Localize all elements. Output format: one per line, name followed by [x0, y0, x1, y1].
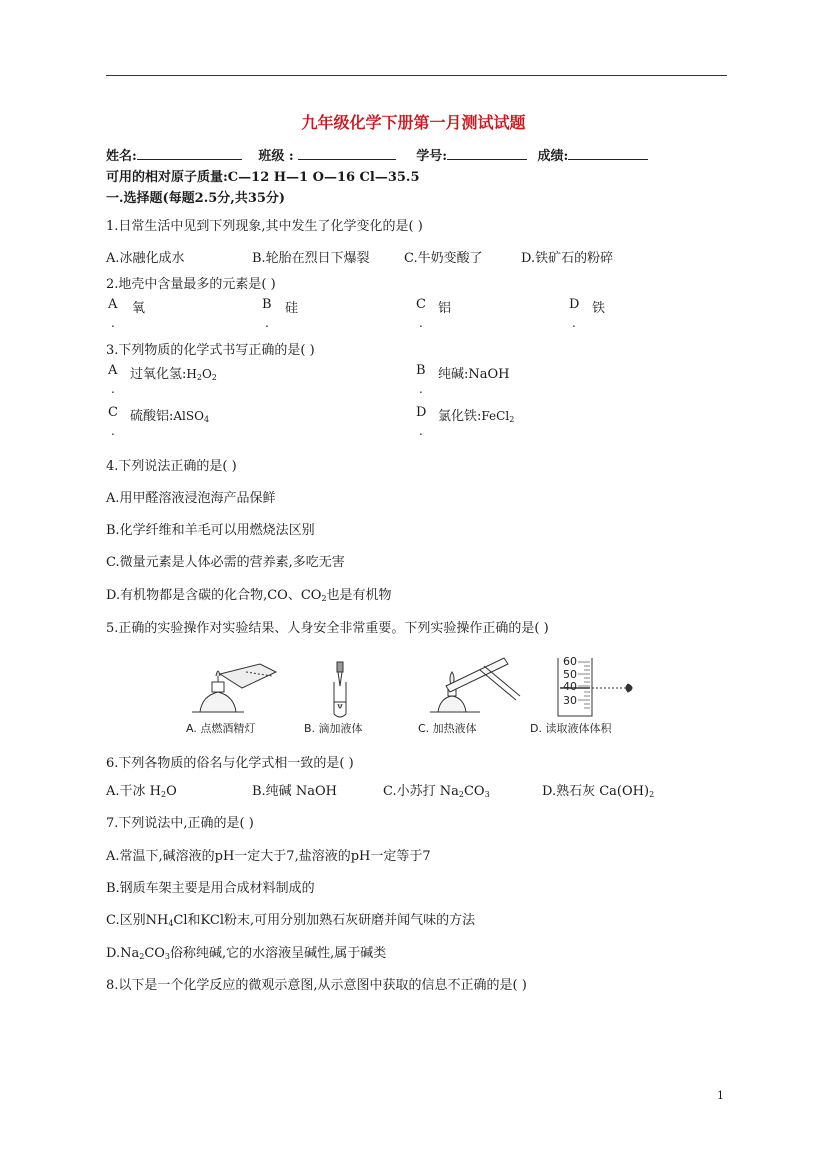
question-6-stem: 6.下列各物质的俗名与化学式相一致的是( ) [106, 756, 354, 771]
q4-option-b: B.化学纤维和羊毛可以用燃烧法区别 [106, 523, 315, 538]
q2-option-b: 硅 [285, 301, 299, 316]
scale-60: 60 [563, 655, 577, 668]
class-label: 班级 : [258, 149, 294, 164]
header-rule [106, 75, 727, 76]
q1-option-a: A.冰融化成水 [106, 251, 185, 266]
q2-letter-d: D [569, 297, 580, 312]
q3-option-b: 纯碱:NaOH [438, 367, 510, 382]
dropper-illustration [334, 662, 346, 717]
q3-letter-a: A [108, 363, 118, 378]
q6-option-d: D.熟石灰 $Ca(OH)_2$ [542, 784, 655, 799]
q6-option-a: A.干冰 $H_2O$ [106, 784, 177, 799]
q1-option-b: B.轮胎在烈日下爆裂 [252, 251, 370, 266]
name-blank[interactable] [137, 146, 242, 160]
class-blank[interactable] [298, 146, 396, 160]
q1-option-d: D.铁矿石的粉碎 [521, 251, 614, 266]
student-info-line [106, 145, 648, 164]
q3-option-a: 过氧化氢$:H_2O_2$ [130, 367, 217, 382]
q3-letter-d: D [416, 405, 427, 420]
page-number: 1 [717, 1089, 724, 1102]
page-title: 九年级化学下册第一月测试试题 [301, 113, 526, 132]
caption-c: C. 加热液体 [418, 722, 477, 735]
id-blank[interactable] [447, 146, 527, 160]
section-heading: 一.选择题(每题2.5分,共35分) [106, 191, 286, 206]
dot: . [572, 316, 576, 330]
dot: . [265, 316, 269, 330]
q2-option-c: 铝 [438, 301, 452, 316]
q7-option-d: $D.Na_2CO_3$俗称纯碱,它的水溶液呈碱性,属于碱类 [106, 946, 387, 961]
dot: . [111, 382, 115, 396]
alcohol-lamp-illustration [192, 664, 276, 712]
dot: . [419, 382, 423, 396]
q4-option-a: A.用甲醛溶液浸泡海产品保鲜 [106, 491, 276, 506]
dot: . [419, 424, 423, 438]
caption-b: B. 滴加液体 [304, 722, 363, 735]
scale-50: 50 [563, 668, 577, 681]
q4-option-d: D.有机物都是含碳的化合物,CO、$CO_2$也是有机物 [106, 588, 392, 603]
caption-a: A. 点燃酒精灯 [186, 722, 256, 735]
q6-option-b: B.纯碱 NaOH [252, 784, 337, 799]
q2-option-d: 铁 [592, 301, 606, 316]
question-8-stem: 8.以下是一个化学反应的微观示意图,从示意图中获取的信息不正确的是( ) [106, 978, 527, 993]
q2-option-a: 氧 [132, 301, 146, 316]
heating-illustration [430, 658, 520, 712]
question-4-stem: 4.下列说法正确的是( ) [106, 459, 237, 474]
q7-option-b: B.钢质车架主要是用合成材料制成的 [106, 881, 315, 896]
q4-option-c: C.微量元素是人体必需的营养素,多吃无害 [106, 555, 345, 570]
atomic-masses: 可用的相对原子质量:C—12 H—1 O—16 Cl—35.5 [106, 170, 420, 185]
question-2-stem: 2.地壳中含量最多的元素是( ) [106, 277, 276, 292]
q2-letter-c: C [416, 297, 426, 312]
q1-option-c: C.牛奶变酸了 [404, 251, 483, 266]
question-7-stem: 7.下列说法中,正确的是( ) [106, 816, 254, 831]
q3-letter-b: B [416, 363, 426, 378]
q6-option-c: C.小苏打 $Na_2CO_3$ [383, 784, 490, 799]
q7-option-c: C.区别$NH_4Cl$和KCl粉末,可用分别加熟石灰研磨并闻气味的方法 [106, 913, 476, 928]
dot: . [111, 424, 115, 438]
q3-letter-c: C [108, 405, 118, 420]
q2-letter-a: A [108, 297, 118, 312]
dot: . [419, 316, 423, 330]
question-1-stem: 1.日常生活中见到下列现象,其中发生了化学变化的是( ) [106, 219, 423, 234]
q7-option-a: A.常温下,碱溶液的pH一定大于7,盐溶液的pH一定等于7 [106, 849, 431, 864]
dot: . [111, 316, 115, 330]
question-3-stem: 3.下列物质的化学式书写正确的是( ) [106, 343, 315, 358]
scale-30: 30 [563, 694, 577, 707]
q2-letter-b: B [262, 297, 272, 312]
id-label: 学号: [416, 149, 448, 164]
score-label: 成绩: [537, 149, 569, 164]
lab-operations-figure [180, 652, 650, 742]
score-blank[interactable] [568, 146, 648, 160]
q3-option-c: 硫酸铝:AlSO$_4$ [130, 409, 210, 424]
question-5-stem: 5.正确的实验操作对实验结果、人身安全非常重要。下列实验操作正确的是( ) [106, 621, 549, 636]
scale-40: 40 [563, 680, 577, 693]
caption-d: D. 读取液体体积 [530, 722, 612, 735]
name-label: 姓名: [106, 149, 137, 164]
q3-option-d: 氯化铁:FeCl$_2$ [438, 409, 515, 424]
